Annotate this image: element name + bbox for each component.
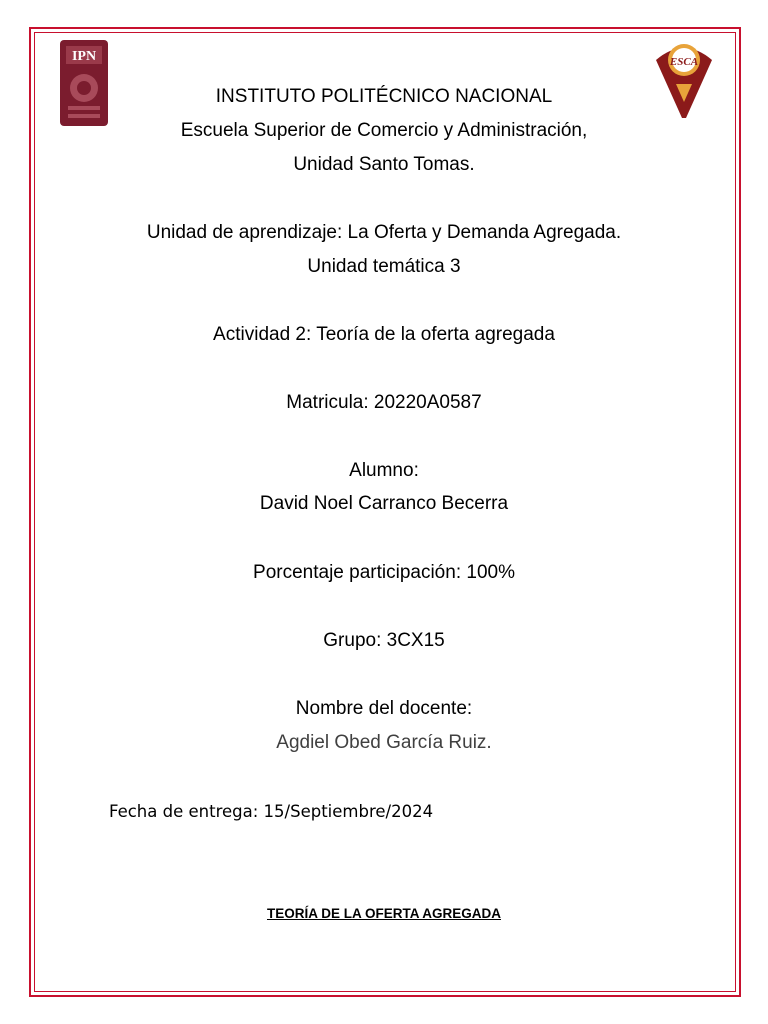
teacher-label: Nombre del docente: bbox=[295, 698, 473, 719]
campus-name: Unidad Santo Tomas. bbox=[293, 154, 475, 175]
ipn-logo bbox=[54, 36, 114, 128]
participation-percentage: Porcentaje participación: 100% bbox=[253, 562, 515, 583]
section-title: TEORÍA DE LA OFERTA AGREGADA bbox=[267, 906, 501, 921]
delivery-date: Fecha de entrega: 15/Septiembre/2024 bbox=[109, 802, 434, 821]
student-name: David Noel Carranco Becerra bbox=[259, 493, 509, 514]
student-id: Matricula: 20220A0587 bbox=[286, 392, 482, 413]
institution-name: INSTITUTO POLITÉCNICO NACIONAL bbox=[215, 86, 553, 107]
ipn-logo-text: IPN bbox=[71, 49, 97, 64]
student-label: Alumno: bbox=[349, 460, 419, 481]
thematic-unit: Unidad temática 3 bbox=[307, 256, 461, 277]
group-label: Grupo: 3CX15 bbox=[323, 630, 445, 651]
teacher-name: Agdiel Obed García Ruiz. bbox=[276, 732, 492, 753]
activity-title: Actividad 2: Teoría de la oferta agregada bbox=[213, 324, 555, 345]
esca-logo-text: ESCA bbox=[669, 56, 699, 68]
school-name: Escuela Superior de Comercio y Administración, bbox=[180, 120, 588, 141]
learning-unit: Unidad de aprendizaje: La Oferta y Demanda Agregada. bbox=[146, 222, 622, 243]
